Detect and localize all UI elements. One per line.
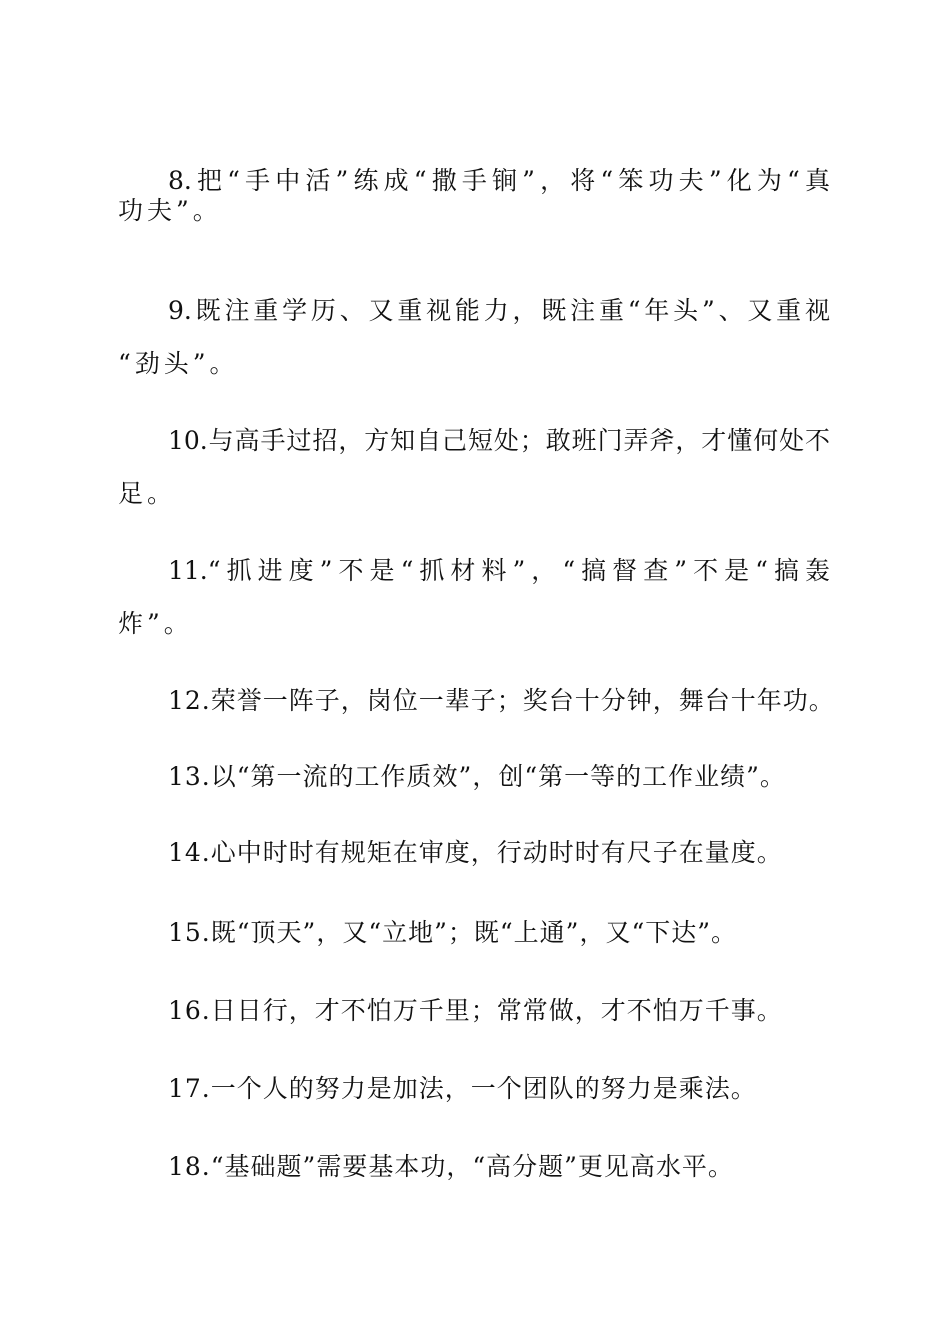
item-11-line-1: 11.“抓进度”不是“抓材料”，“搞督查”不是“搞轰 <box>168 556 830 585</box>
item-9-line-2: “劲头”。 <box>118 349 239 378</box>
item-18: 18.“基础题”需要基本功，“高分题”更见高水平。 <box>168 1152 734 1181</box>
item-8-line-2: 功夫”。 <box>118 196 222 225</box>
item-17: 17.一个人的努力是加法，一个团队的努力是乘法。 <box>168 1074 757 1103</box>
item-16: 16.日日行，才不怕万千里；常常做，才不怕万千事。 <box>168 996 783 1025</box>
item-8-line-1: 8.把“手中活”练成“撒手锏”，将“笨功夫”化为“真 <box>168 166 830 195</box>
item-13: 13.以“第一流的工作质效”，创“第一等的工作业绩”。 <box>168 762 786 791</box>
item-15: 15.既“顶天”，又“立地”；既“上通”，又“下达”。 <box>168 918 738 947</box>
item-9-line-1: 9.既注重学历、又重视能力，既注重“年头”、又重视 <box>168 296 830 325</box>
item-10-line-2: 足。 <box>118 479 177 508</box>
item-10-line-1: 10.与高手过招，方知自己短处；敢班门弄斧，才懂何处不 <box>168 426 830 455</box>
item-11-line-2: 炸”。 <box>118 609 193 638</box>
item-12: 12.荣誉一阵子，岗位一辈子；奖台十分钟，舞台十年功。 <box>168 686 835 715</box>
item-14: 14.心中时时有规矩在审度，行动时时有尺子在量度。 <box>168 838 783 867</box>
